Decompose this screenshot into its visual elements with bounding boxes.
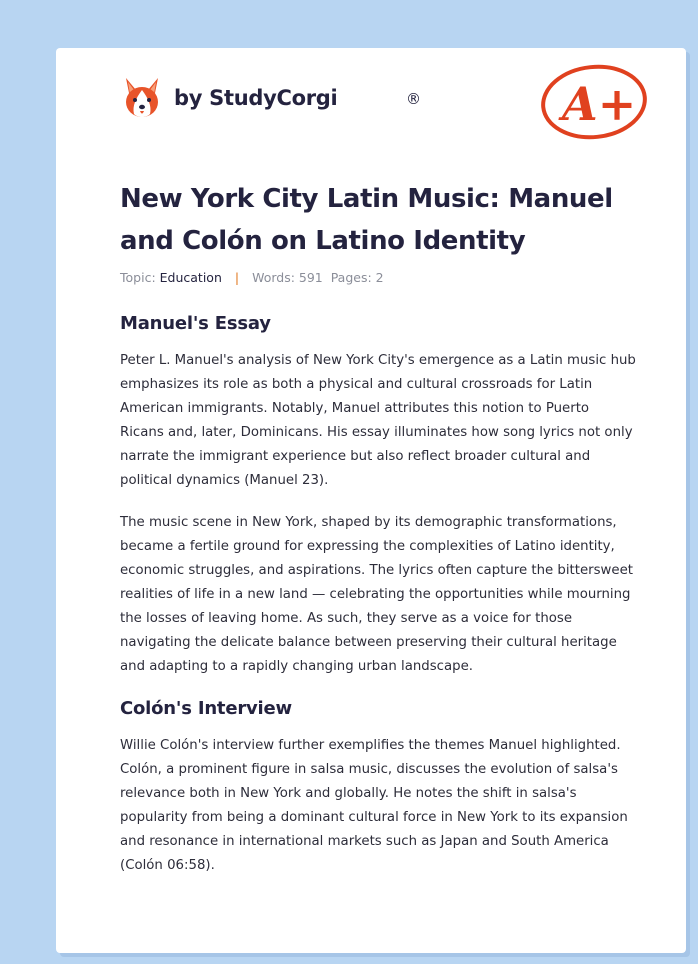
registered-mark: ® <box>406 90 421 108</box>
header <box>120 76 650 148</box>
meta-separator: | <box>234 270 240 285</box>
document-meta <box>120 270 640 285</box>
page-count: Pages: 2 <box>330 270 384 285</box>
topic-label: Topic: <box>120 270 156 285</box>
document-page <box>56 48 686 953</box>
section-heading: Colón's Interview <box>120 698 292 719</box>
grade-a-plus-badge <box>538 60 650 144</box>
brand-name[interactable]: by StudyCorgi <box>174 86 338 110</box>
paragraph: The music scene in New York, shaped by its demographic transformations, became a fertile ground for expressing the complexities of Latino identity, economic struggles, and aspirations. The lyrics often capture the bittersweet realities of life in a new land — celebrating the opportunities while mourning the losses of leaving home. As such, they serve as a voice for those navigating the delicate balance between preserving their cultural heritage and adapting to a rapidly changing urban landscape. <box>120 515 634 674</box>
word-count: Words: 591 <box>252 270 323 285</box>
paragraph: Peter L. Manuel's analysis of New York City's emergence as a Latin music hub emphasizes its role as both a physical and cultural crossroads for Latin American immigrants. Notably, Manuel attributes this notion to Puerto Ricans and, later, Dominicans. His essay illuminates how song lyrics not only narrate the immigrant experience but also reflect broader cultural and political dynamics (Manuel 23). <box>120 353 636 488</box>
paragraph: Willie Colón's interview further exemplifies the themes Manuel highlighted. Colón, a prominent figure in salsa music, discusses the evolution of salsa's relevance both in New York and globally. He notes the shift in salsa's popularity from being a dominant cultural force in New York to its expansion and resonance in international markets such as Japan and South America (Colón 06:58). <box>120 738 628 873</box>
page-title: New York City Latin Music: Manuel and Colón on Latino Identity <box>120 184 613 256</box>
essay-content <box>120 312 636 896</box>
grade-text: A+ <box>562 77 637 131</box>
corgi-logo-icon <box>122 76 162 120</box>
section-heading: Manuel's Essay <box>120 313 271 334</box>
topic-link[interactable]: Education <box>159 270 222 285</box>
